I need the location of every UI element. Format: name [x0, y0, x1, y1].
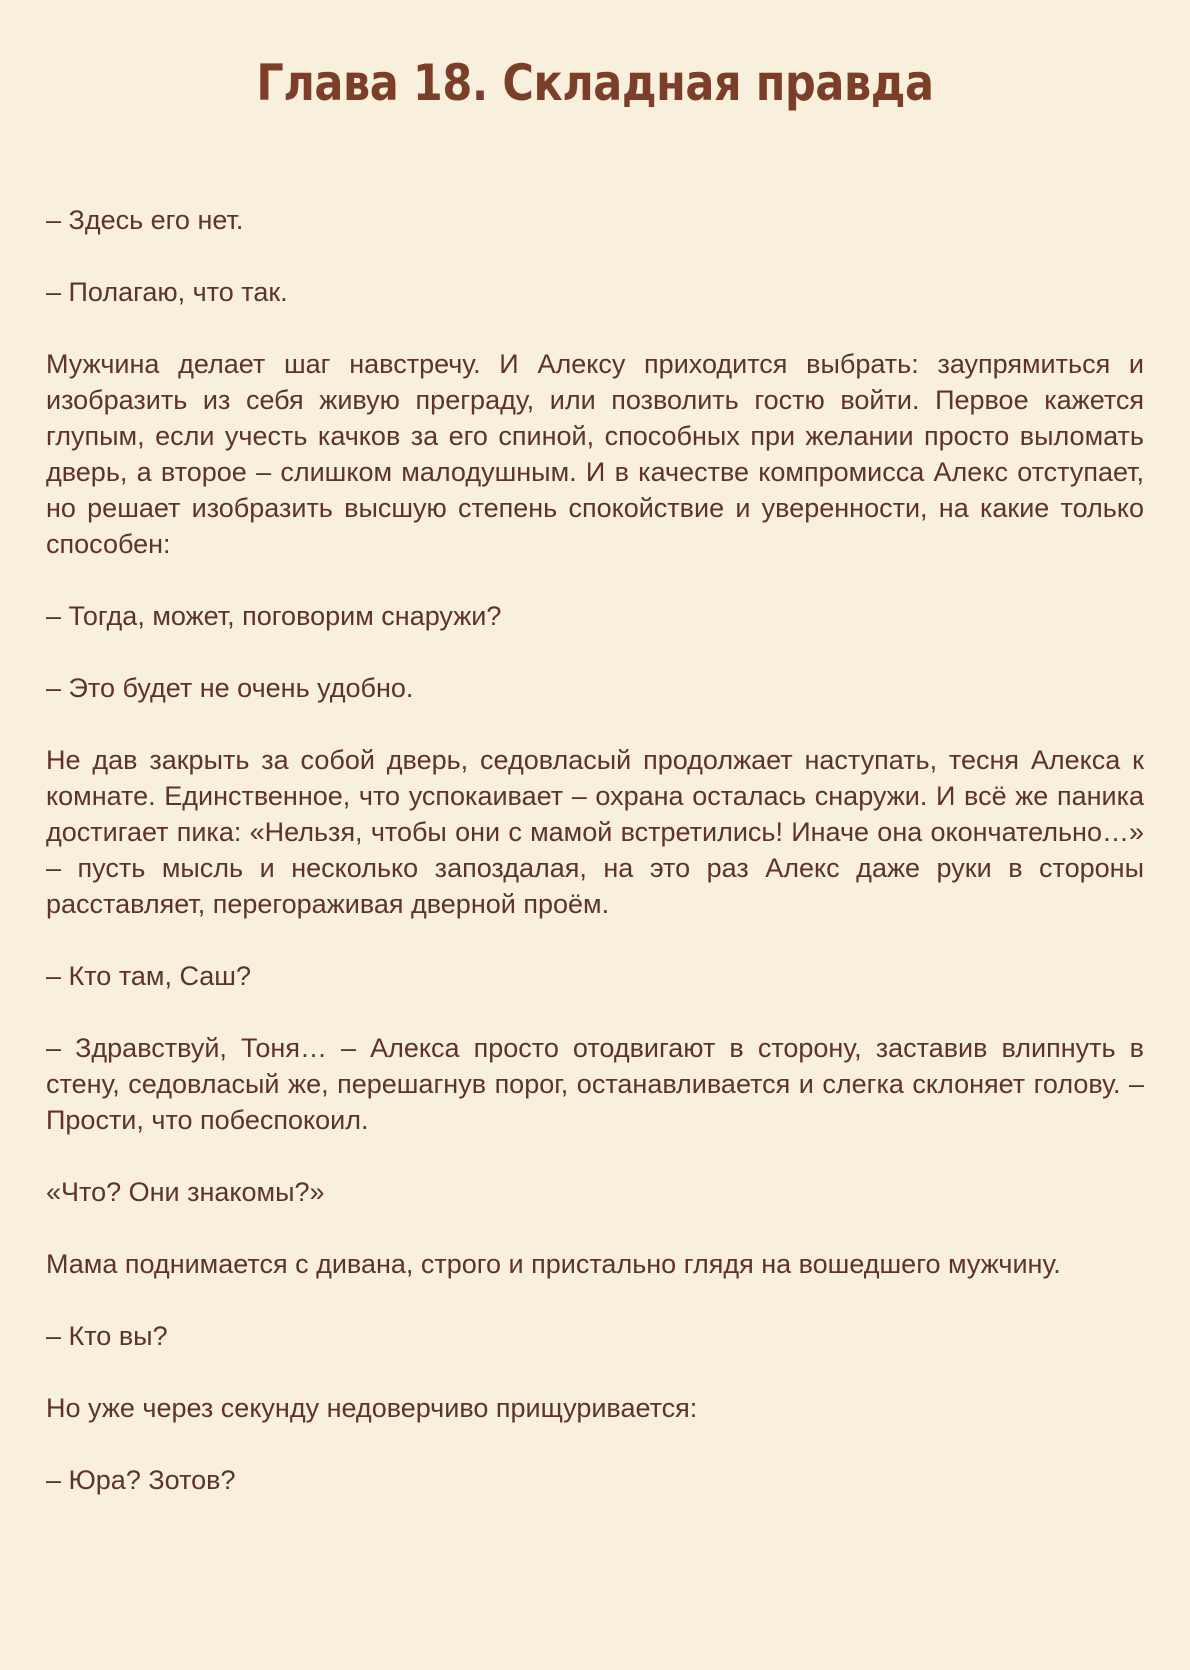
paragraph: Мама поднимается с дивана, строго и пристально глядя на вошедшего мужчину. — [46, 1249, 1061, 1279]
chapter-title: Глава 18. Складная правда — [256, 54, 934, 112]
paragraph: – Кто там, Саш? — [46, 961, 251, 991]
paragraph: – Здравствуй, Тоня… – Алекса просто отодвигают в сторону, заставив влипнуть в стену, седовласый же, перешагнув порог, останавливается и слегка склоняет голову. – Прости, что побеспокоил. — [46, 1033, 1144, 1135]
paragraph: – Юра? Зотов? — [46, 1465, 236, 1495]
paragraph: – Это будет не очень удобно. — [46, 673, 414, 703]
paragraph: Но уже через секунду недоверчиво прищуривается: — [46, 1393, 698, 1423]
paragraph: – Кто вы? — [46, 1321, 168, 1351]
paragraph: Не дав закрыть за собой дверь, седовласый продолжает наступать, тесня Алекса к комнате. Единственное, что успокаивает – охрана осталась снаружи. И всё же паника достигает пика: «Нельзя, чтобы они с мамой встретились! Иначе она окончательно…» – пусть мысль и несколько запоздалая, на это раз Алекс даже руки в стороны расставляет, перегораживая дверной проём. — [46, 745, 1144, 919]
paragraph: «Что? Они знакомы?» — [46, 1177, 325, 1207]
chapter-text — [46, 202, 1144, 1498]
paragraph: – Здесь его нет. — [46, 205, 244, 235]
paragraph: – Полагаю, что так. — [46, 277, 288, 307]
paragraph: – Тогда, может, поговорим снаружи? — [46, 601, 502, 631]
paragraph: Мужчина делает шаг навстречу. И Алексу приходится выбрать: заупрямиться и изобразить из себя живую преграду, или позволить гостю войти. Первое кажется глупым, если учесть качков за его спиной, способных при желании просто выломать дверь, а второе – слишком малодушным. И в качестве компромисса Алекс отступает, но решает изобразить высшую степень спокойствие и уверенности, на какие только способен: — [46, 349, 1144, 559]
